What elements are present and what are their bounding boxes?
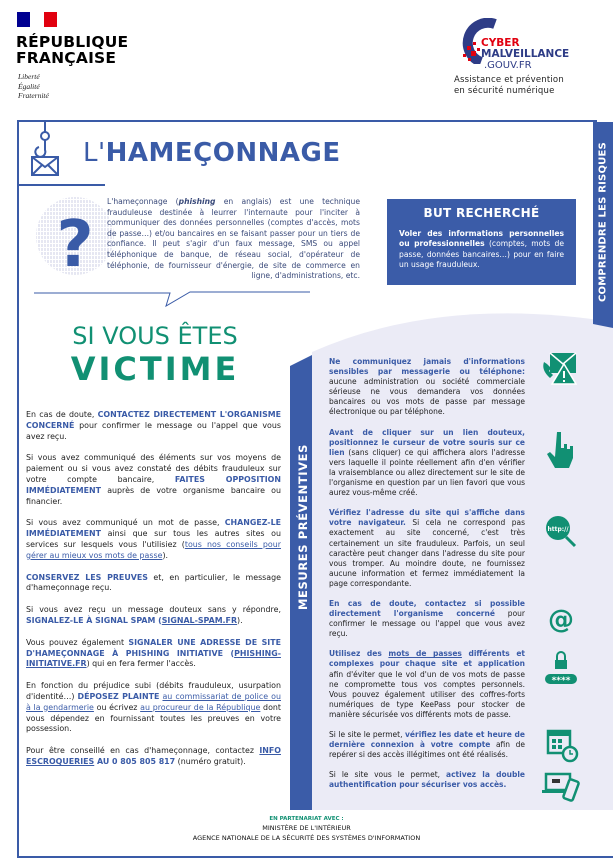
highlight-text: SIGNALER UNE ADRESSE DE SITE D'HAMEÇONNAGE À PHISHING INITIATIVE ( (26, 637, 282, 658)
highlight-text: Avant de cliquer sur un lien douteux, positionnez le curseur de votre souris sur ce lien (329, 427, 525, 457)
highlight-text: CONSERVEZ LES PREUVES (26, 572, 148, 582)
body-text: pour confirmer le message ou l'appel que vous avez reçu. (329, 609, 525, 639)
calendar-clock-icon (540, 725, 582, 765)
highlight-text: AU 0 805 805 817 (94, 756, 176, 766)
body-text: Si le site vous le permet, (329, 770, 447, 780)
lock-password-icon (540, 650, 582, 690)
prevention-item (329, 730, 525, 760)
victim-advice-item (26, 605, 281, 627)
body-text: Si le site le permet, (329, 730, 406, 739)
victim-advice-item (26, 746, 281, 768)
prevention-tab-label: MESURES PRÉVENTIVES (296, 444, 310, 610)
body-text: Si vous avez reçu un message douteux sans y répondre, (26, 605, 281, 615)
cybermalveillance-tagline (454, 75, 564, 97)
highlight-text: CHANGEZ-LE IMMÉDIATEMENT (26, 518, 281, 539)
prevention-item (329, 649, 525, 720)
question-mark-icon (35, 196, 115, 276)
title-divider (17, 184, 105, 186)
body-text: ). (162, 550, 169, 560)
body-text: En cas de doute, (26, 410, 98, 419)
highlight-text: FAITES OPPOSITION IMMÉDIATEMENT (26, 474, 281, 495)
victim-advice-item (26, 518, 281, 561)
partner-anssi: AGENCE NATIONALE DE LA SÉCURITÉ DES SYSTÈMES D'INFORMATION (192, 834, 421, 842)
tagline-line: en sécurité numérique (454, 86, 555, 96)
partner-ministere: MINISTÈRE DE L'INTÉRIEUR (262, 824, 351, 832)
highlight-text: vérifiez les date et heure de dernière connexion à votre compte (329, 730, 525, 750)
tagline-line: Assistance et prévention (454, 75, 564, 85)
fishhook-envelope-icon (28, 120, 62, 182)
title-text: HAMEÇONNAGE (105, 138, 341, 168)
prevention-item (329, 428, 525, 499)
highlight-text: différents et complexes pour chaque site et application (329, 649, 525, 669)
intro-text: L'hameçonnage ( (107, 197, 179, 206)
prevention-item (329, 599, 525, 639)
body-text: (sans cliquer) ce qui affichera alors l'adresse vers laquelle il pointe réellement afin d'en vérifier la vraisemblance ou allez directement sur le site de l'organisme en question par un lien favori que vous aurez vous-même créé. (329, 447, 525, 498)
highlight-text: Vérifiez l'adresse du site qui s'affiche dans votre navigateur. (329, 508, 525, 528)
republique-francaise-flag (17, 12, 57, 27)
link[interactable]: au procureur de la République (140, 702, 261, 712)
frame-border-left (17, 120, 19, 858)
body-text: Pour être conseillé en cas d'hameçonnage, contactez (26, 746, 260, 756)
goal-box (387, 199, 576, 285)
body-text: pour confirmer le message ou l'appel que vous avez reçu. (26, 420, 281, 441)
motto-line: Liberté (18, 72, 40, 81)
cybermalveillance-wordmark (481, 38, 569, 71)
intro-paragraph (107, 197, 360, 282)
logo-malveillance: MALVEILLANCE (481, 48, 570, 60)
at-sign-icon (540, 598, 582, 638)
link[interactable]: PHISHING-INITIATIVE.FR (26, 648, 281, 669)
prevention-item (329, 770, 525, 790)
republique-francaise-title (16, 34, 128, 66)
body-text: afin d'éviter que le vol d'un de vos mots de passe ne compromette tous vos comptes personnels. Vous pouvez également utiliser des coffres-forts numériques de type KeePass pour stocker de manière sécurisée vos différents mots de passe. (329, 669, 525, 719)
victim-advice-list (26, 410, 281, 779)
motto-line: Égalité (18, 81, 40, 91)
body-text: ) qui en fera fermer l'accès. (86, 659, 196, 669)
email-phone-warning-icon (540, 350, 582, 390)
http-label: http:// (547, 526, 569, 533)
at-label: @ (548, 605, 574, 635)
body-text: afin de repérer si des accès illégitimes ont été réalisés. (329, 740, 525, 760)
body-text: Si vous avez communiqué des éléments sur vos moyens de paiement ou si vous avez constaté des débits frauduleux sur votre compte bancaire, (26, 453, 281, 484)
highlight-text: DÉPOSEZ PLAINTE (77, 691, 160, 701)
prevention-item (329, 357, 525, 418)
body-text: En fonction du préjudice subi (débits frauduleux, usurpation d'identité…) (26, 681, 281, 701)
logo-gouv: .GOUV.FR (484, 60, 532, 71)
http-magnifier-icon (540, 512, 582, 552)
title-prefix: L' (83, 138, 106, 168)
link[interactable]: au commissariat de police ou à la gendarmerie (26, 691, 281, 712)
victim-advice-item (26, 410, 281, 442)
rf-title-line: RÉPUBLIQUE (16, 33, 129, 51)
link[interactable]: SIGNAL-SPAM.FR (161, 615, 238, 625)
highlight-text: En cas de doute, contactez si possible directement l'organisme concerné (329, 598, 525, 619)
highlight-text: Ne communiquez jamais d'informations sensibles par messagerie ou téléphone: (329, 357, 525, 377)
link[interactable]: INFO ESCROQUERIES (26, 746, 281, 766)
highlight-text: mots de passes (388, 649, 462, 659)
victim-advice-item (26, 453, 281, 507)
body-text: Si vous avez communiqué un mot de passe, (26, 518, 225, 528)
link[interactable]: tous nos conseils pour gérer au mieux vos mots de passe (26, 539, 281, 560)
goal-rest: (comptes, mots de passe, données bancaires…) pour en faire un usage frauduleux. (399, 239, 564, 269)
body-text: ou écrivez (93, 702, 141, 712)
goal-bold: Voler des informations personnelles ou professionnelles (399, 229, 564, 249)
body-text: aucune administration ou société commerciale sérieuse ne vous demandera vos données bancaires ou vos mots de passe par message électronique ou par téléphone. (329, 377, 525, 417)
victim-advice-item (26, 638, 281, 670)
frame-border-top (17, 120, 597, 122)
prevention-list (329, 357, 525, 800)
body-text: (numéro gratuit). (175, 756, 246, 766)
prevention-item (329, 508, 525, 589)
password-stars: **** (551, 676, 571, 686)
body-text: auprès de votre organisme bancaire ou financier. (26, 485, 281, 506)
logo-cyber: CYBER (481, 37, 520, 49)
body-text: Si cela ne correspond pas exactement au site concerné, c'est très certainement un site frauduleux. Parfois, un seul caractère peut changer dans l'adresse du site pour vous tromper. Au moindre doute, ne fournissez aucune information et fermez immédiatement la page correspondante. (329, 518, 525, 588)
body-text: dont vous dépendez en fournissant toutes les preuves en votre possession. (26, 702, 281, 734)
body-text: et, en particulier, le message d'hameçonnage reçu. (26, 572, 281, 593)
intro-phishing: phishing (178, 197, 216, 206)
rf-title-line: FRANÇAISE (16, 49, 117, 67)
motto-line: Fraternité (18, 91, 49, 100)
goal-text (399, 229, 564, 270)
body-text: ). (237, 615, 243, 625)
body-text: ainsi que sur tous les autres sites ou services sur lesquels vous l'utilisiez ( (26, 529, 281, 549)
victim-heading-line1: SI VOUS ÊTES (72, 322, 238, 350)
victim-heading-line2: VICTIME (70, 350, 240, 388)
highlight-text: CONTACTEZ DIRECTEMENT L'ORGANISME CONCERNÉ (26, 410, 282, 430)
risks-tab-label: COMPRENDRE LES RISQUES (597, 142, 609, 302)
highlight-text: Utilisez des (329, 649, 389, 659)
intro-text: en anglais) est une technique frauduleuse destinée à leurrer l'internaute pour l'inciter à communiquer des données personnelles (comptes d'accès, mots de passe…) et/ou bancaires en se faisant passer pour un tiers de confiance. Il peut s'agir d'un faux message, SMS ou appel téléphonique de banque, de réseau social, d'opérateur de téléphonie, de fournisseur d'énergie, de site de commerce en ligne, d'administrations, etc. (107, 197, 360, 281)
speech-bubble-divider (30, 290, 310, 320)
republique-motto (18, 72, 49, 101)
pointer-hand-icon (540, 430, 582, 470)
page-title (83, 138, 341, 168)
highlight-text: activez la double authentification pour sécuriser vos accès. (329, 770, 525, 790)
victim-advice-item (26, 681, 281, 735)
victim-advice-item (26, 573, 281, 595)
body-text: Vous pouvez également (26, 637, 129, 647)
partner-label: EN PARTENARIAT AVEC : (269, 816, 344, 822)
frame-border-bottom (17, 856, 613, 858)
svg-text:?: ? (56, 208, 94, 276)
two-factor-auth-icon (540, 770, 582, 810)
goal-title: BUT RECHERCHÉ (423, 206, 540, 220)
highlight-text: SIGNALEZ-LE À SIGNAL SPAM ( (26, 615, 162, 625)
